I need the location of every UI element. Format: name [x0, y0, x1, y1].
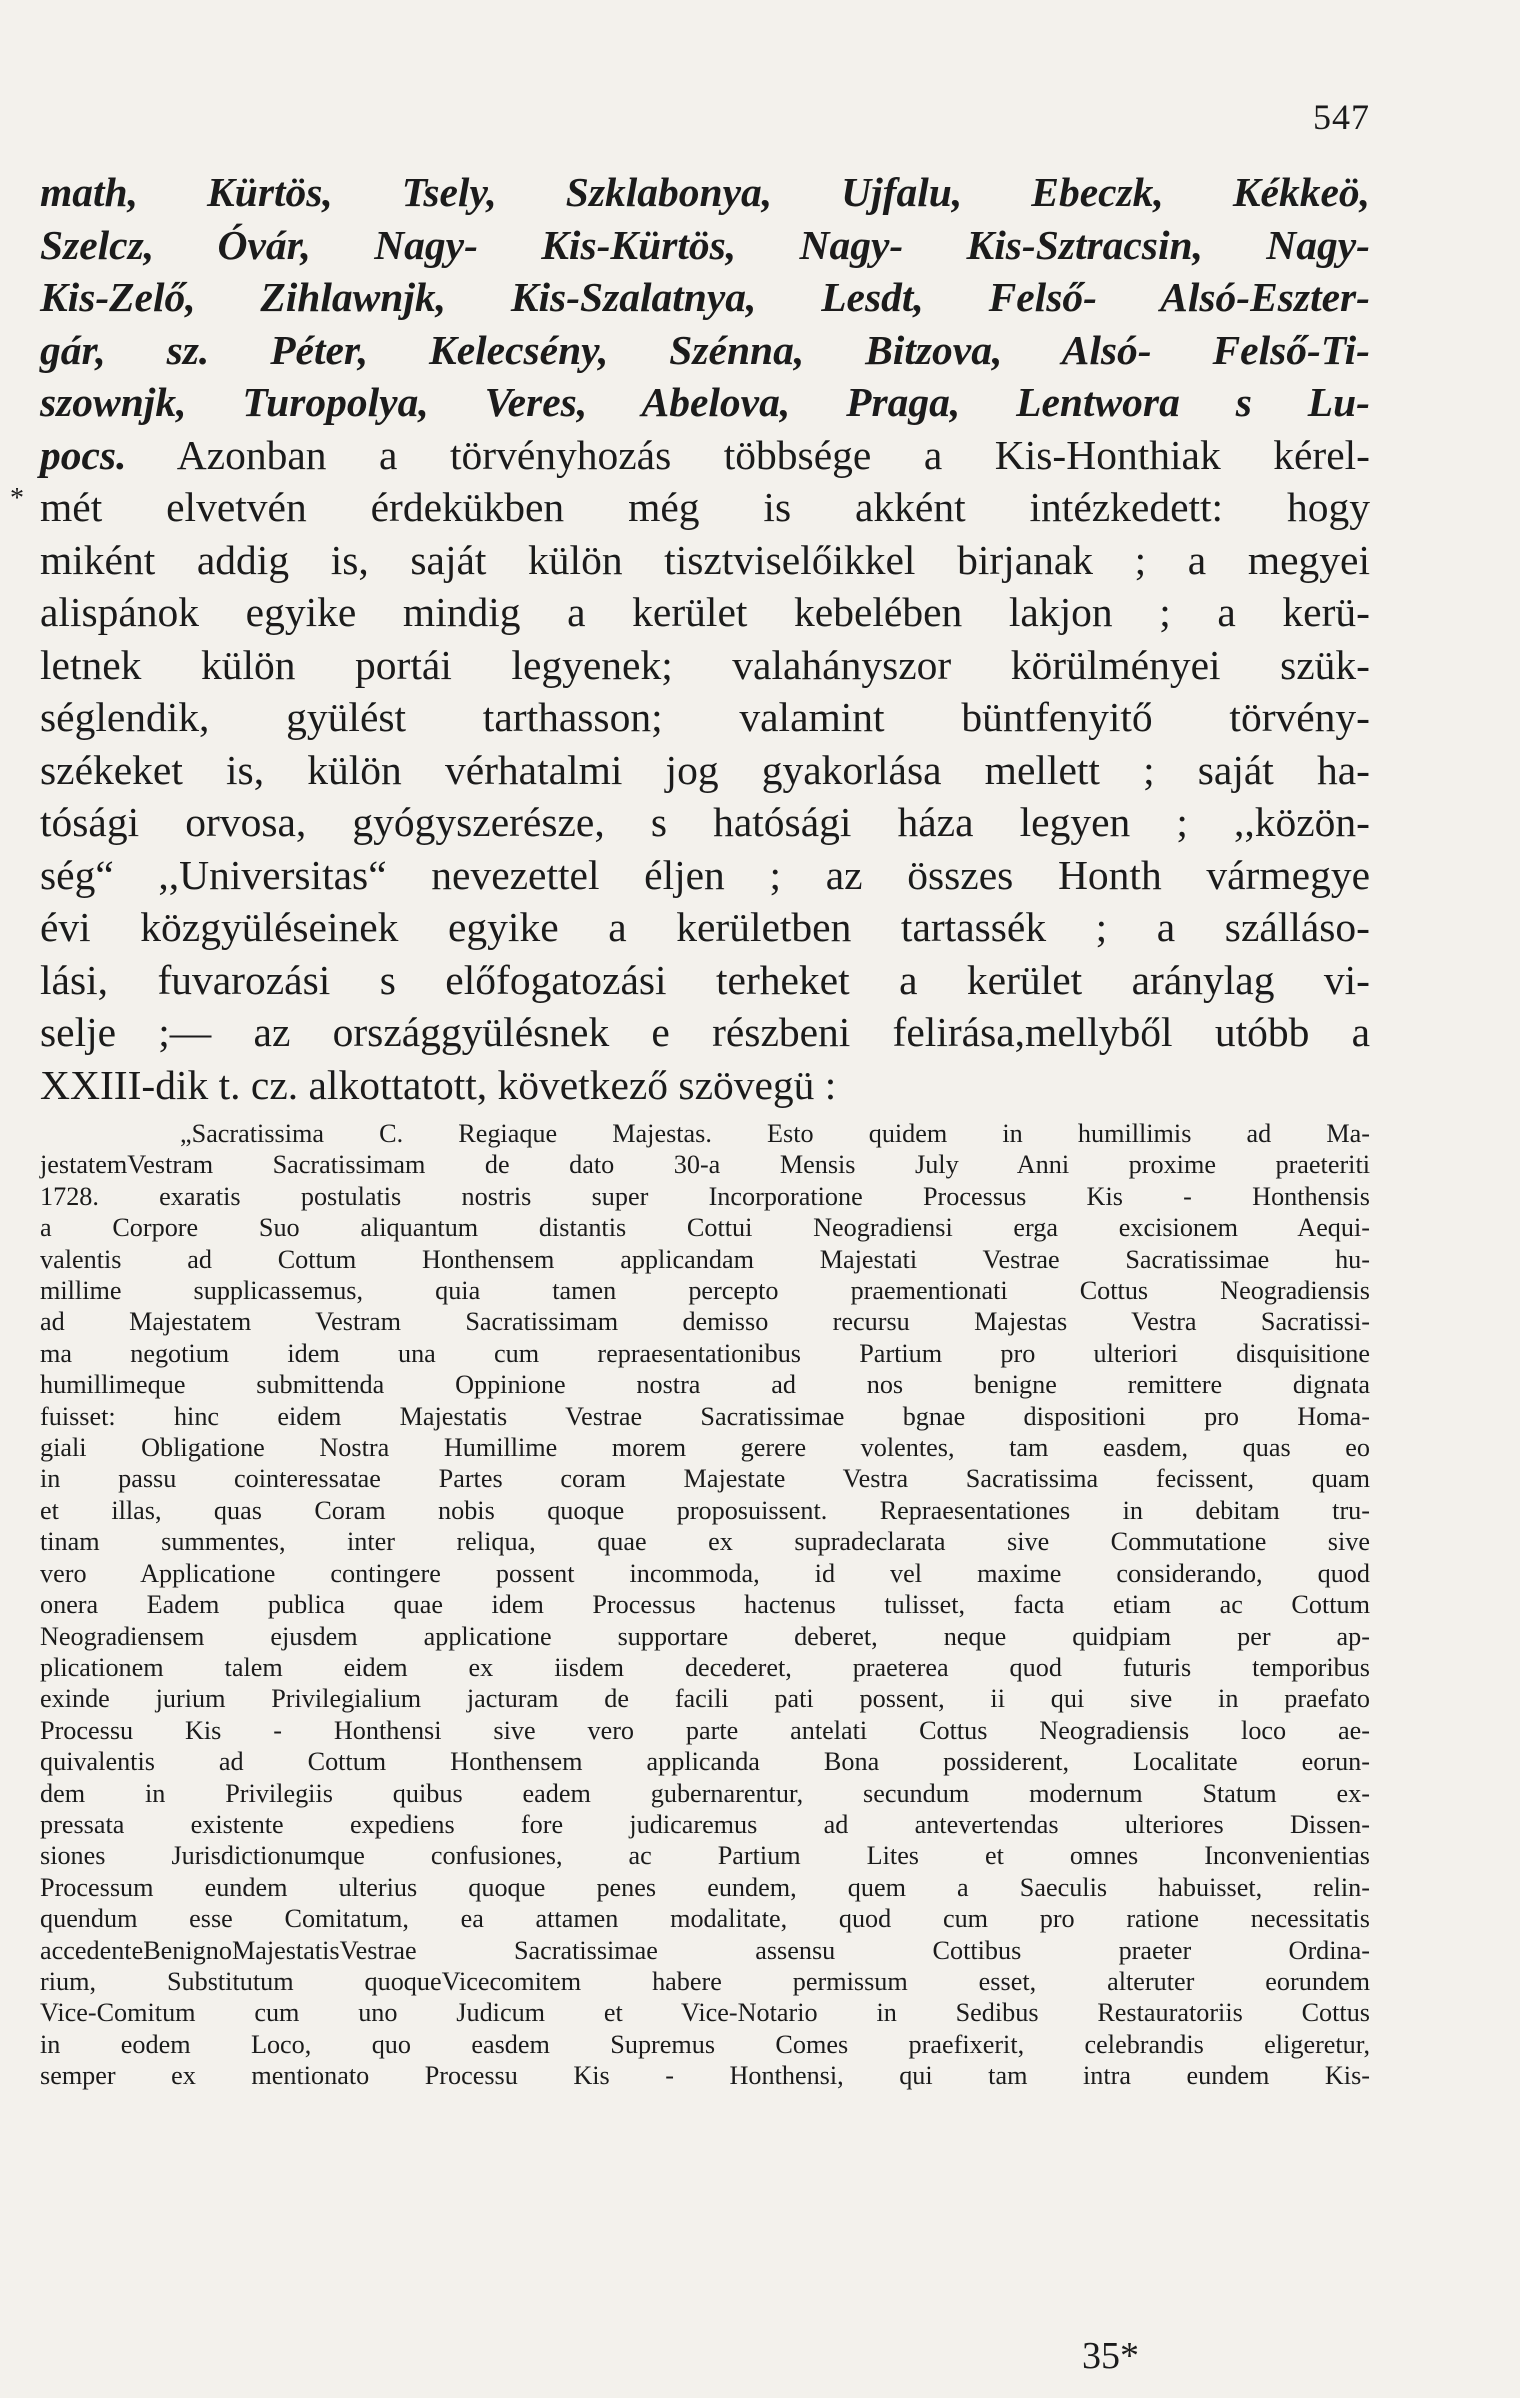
quote-line: ad Majestatem Vestram Sacratissimam demisso recursu Majestas Vestra Sacratissi-: [40, 1307, 1370, 1337]
body-text: miként addig is, saját külön tisztviselőikkel birjanak ; a megyei: [40, 536, 1370, 583]
quote-line: 1728. exaratis postulatis nostris super Incorporatione Processus Kis - Honthensis: [40, 1181, 1370, 1211]
quote-line: ma negotium idem una cum repraesentationibus Partium pro ulteriori disquisitione: [40, 1338, 1370, 1368]
text-line: [40, 376, 1370, 429]
quote-line: millime supplicassemus, quia tamen percepto praementionati Cottus Neogradiensis: [40, 1276, 1370, 1306]
quote-line: rium, Substitutum quoqueVicecomitem habere permissum esset, alteruter eorundem: [40, 1966, 1370, 1996]
quote-line: Processum eundem ulterius quoque penes eundem, quem a Saeculis habuisset, relin-: [40, 1872, 1370, 1902]
quote-line: onera Eadem publica quae idem Processus hactenus tulisset, facta etiam ac Cottum: [40, 1590, 1370, 1620]
page-number: 547: [1313, 97, 1370, 137]
quote-line: fuisset: hinc eidem Majestatis Vestrae Sacratissimae bgnae dispositioni pro Homa-: [40, 1401, 1370, 1431]
italic-place-names: Kis-Zelő, Zihlawnjk, Kis-Szalatnya, Lesdt, Felső- Alsó-Eszter-: [40, 274, 1370, 320]
body-text: székeket is, külön vérhatalmi jog gyakorlása mellett ; saját ha-: [40, 746, 1370, 793]
margin-mark: *: [10, 483, 24, 514]
body-text: tósági orvosa, gyógyszerésze, s hatósági háza legyen ; ,,közön-: [40, 799, 1370, 845]
text-line: [40, 691, 1370, 744]
quote-line: siones Jurisdictionumque confusiones, ac Partium Lites et omnes Inconvenientias: [40, 1841, 1370, 1871]
text-line: [40, 744, 1370, 797]
quote-line: Vice-Comitum cum uno Judicum et Vice-Notario in Sedibus Restauratoriis Cottus: [40, 1998, 1370, 2028]
text-line: [40, 429, 1370, 482]
latin-quotation: [40, 1118, 1370, 2092]
quote-line: Processu Kis - Honthensi sive vero parte antelati Cottus Neogradiensis loco ae-: [40, 1715, 1370, 1745]
text-line: [40, 849, 1370, 902]
quote-line: exinde jurium Privilegialium jacturam de facili pati possent, ii qui sive in praefato: [40, 1684, 1370, 1714]
text-line: [40, 166, 1370, 219]
text-line: [40, 481, 1370, 534]
body-text: Azonban a törvényhozás többsége a Kis-Honthiak kérel-: [126, 431, 1370, 478]
italic-place-names: pocs.: [40, 431, 127, 478]
text-line: [40, 324, 1370, 377]
quote-line: vero Applicatione contingere possent incommoda, id vel maxime considerando, quod: [40, 1558, 1370, 1588]
body-text: letnek külön portái legyenek; valahányszor körülményei szük-: [40, 641, 1370, 688]
main-paragraph: [40, 166, 1370, 1111]
text-line: [40, 639, 1370, 692]
italic-place-names: math, Kürtös, Tsely, Szklabonya, Ujfalu, Ebeczk, Kékkeö,: [40, 169, 1370, 215]
quote-line: accedenteBenignoMajestatisVestrae Sacratissimae assensu Cottibus praeter Ordina-: [40, 1935, 1370, 1965]
text-line: [40, 954, 1370, 1007]
italic-place-names: Szelcz, Óvár, Nagy- Kis-Kürtös, Nagy- Kis-Sztracsin, Nagy-: [40, 221, 1370, 268]
quote-line: dem in Privilegiis quibus eadem gubernarentur, secundum modernum Statum ex-: [40, 1778, 1370, 1808]
text-line: [40, 586, 1370, 639]
quote-line: Neogradiensem ejusdem applicatione supportare deberet, neque quidpiam per ap-: [40, 1621, 1370, 1651]
text-line: [40, 1006, 1370, 1059]
body-text: séglendik, gyülést tarthasson; valamint büntfenyitő törvény-: [40, 694, 1370, 740]
body-text: lási, fuvarozási s előfogatozási terheket a kerület aránylag vi-: [40, 956, 1370, 1003]
quote-line: valentis ad Cottum Honthensem applicandam Majestati Vestrae Sacratissimae hu-: [40, 1244, 1370, 1274]
quote-line: quendum esse Comitatum, ea attamen modalitate, quod cum pro ratione necessitatis: [40, 1904, 1370, 1934]
printer-signature-mark: 35*: [1082, 2335, 1139, 2377]
quote-line: semper ex mentionato Processu Kis - Honthensi, qui tam intra eundem Kis-: [40, 2061, 1370, 2091]
body-text: évi közgyüléseinek egyike a kerületben tartassék ; a szálláso-: [40, 904, 1370, 950]
text-line: [40, 901, 1370, 954]
quote-line: in passu cointeressatae Partes coram Majestate Vestra Sacratissima fecissent, quam: [40, 1464, 1370, 1494]
text-line: [40, 796, 1370, 849]
quote-line: tinam summentes, inter reliqua, quae ex supradeclarata sive Commutatione sive: [40, 1527, 1370, 1557]
italic-place-names: gár, sz. Péter, Kelecsény, Szénna, Bitzova, Alsó- Felső-Ti-: [40, 326, 1370, 373]
body-text: selje ;— az országgyülésnek e részbeni felirása,mellyből utóbb a: [40, 1009, 1370, 1055]
quote-line: in eodem Loco, quo easdem Supremus Comes praefixerit, celebrandis eligeretur,: [40, 2029, 1370, 2059]
quote-line: quivalentis ad Cottum Honthensem applicanda Bona possiderent, Localitate eorun-: [40, 1747, 1370, 1777]
body-text: mét elvetvén érdekükben még is akként intézkedett: hogy: [40, 484, 1370, 530]
quote-line: pressata existente expediens fore judicaremus ad antevertendas ulteriores Dissen-: [40, 1809, 1370, 1839]
quote-line: a Corpore Suo aliquantum distantis Cottui Neogradiensi erga excisionem Aequi-: [40, 1213, 1370, 1243]
quote-line: et illas, quas Coram nobis quoque proposuissent. Repraesentationes in debitam tru-: [40, 1495, 1370, 1525]
quote-line: humillimeque submittenda Oppinione nostra ad nos benigne remittere dignata: [40, 1370, 1370, 1400]
quote-line: jestatemVestram Sacratissimam de dato 30-a Mensis July Anni proxime praeteriti: [40, 1150, 1370, 1180]
italic-place-names: szownjk, Turopolya, Veres, Abelova, Praga, Lentwora s Lu-: [40, 379, 1370, 425]
text-line: [40, 271, 1370, 324]
text-line: [40, 1059, 1370, 1112]
quote-line: „Sacratissima C. Regiaque Majestas. Esto quidem in humillimis ad Ma-: [180, 1119, 1370, 1148]
body-text: ség“ ,,Universitas“ nevezettel éljen ; az összes Honth vármegye: [40, 851, 1370, 898]
body-text: XXIII-dik t. cz. alkottatott, következő szövegü :: [40, 1061, 837, 1108]
quote-line: giali Obligatione Nostra Humillime morem gerere volentes, tam easdem, quas eo: [40, 1433, 1370, 1463]
text-line: [40, 534, 1370, 587]
quote-line: plicationem talem eidem ex iisdem decederet, praeterea quod futuris temporibus: [40, 1652, 1370, 1682]
body-text: alispánok egyike mindig a kerület kebelében lakjon ; a kerü-: [40, 589, 1370, 635]
text-line: [40, 219, 1370, 272]
